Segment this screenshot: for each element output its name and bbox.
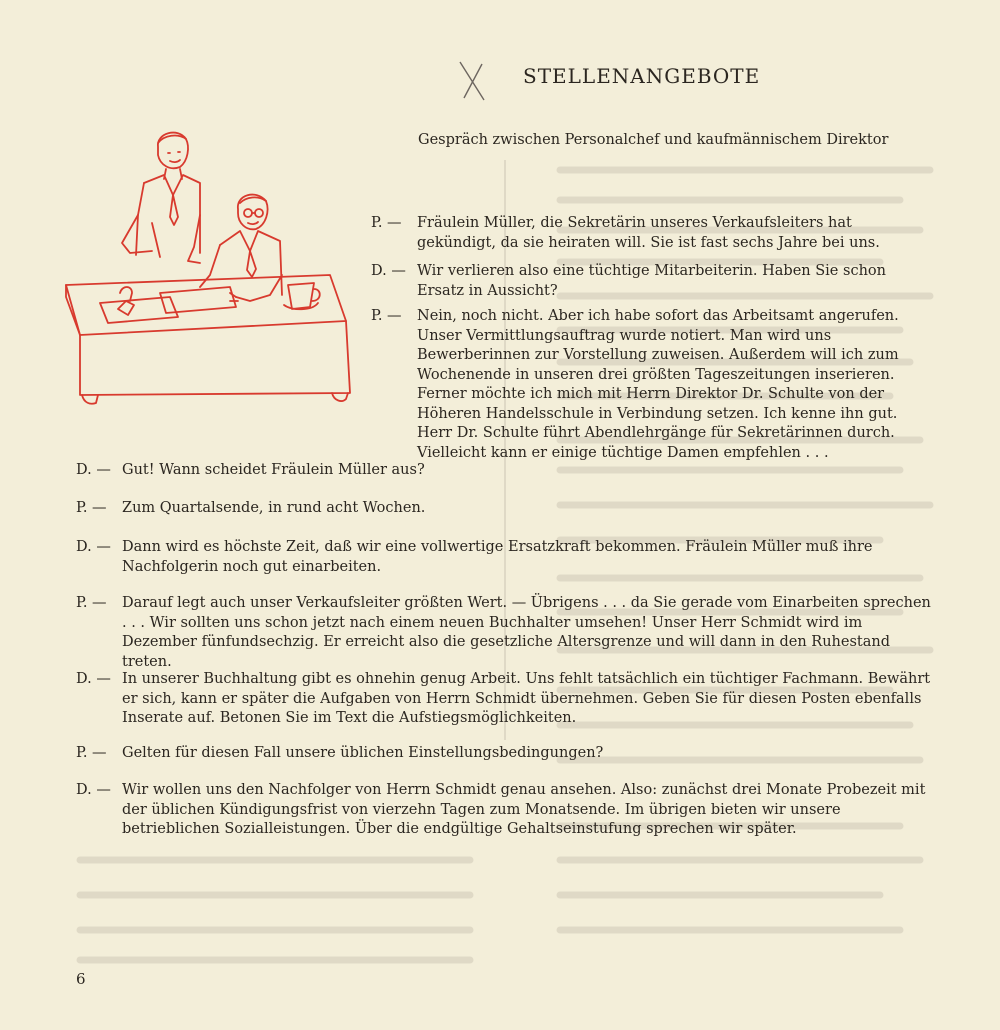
subtitle: Gespräch zwischen Personalchef und kaufmännischem Direktor bbox=[418, 132, 889, 148]
speaker-label: D. — bbox=[76, 462, 111, 478]
dialogue-line bbox=[76, 499, 936, 519]
dialogue-text: Fräulein Müller, die Sekretärin unseres Verkaufsleiters hat gekündigt, da sie heiraten will. Sie ist fast sechs Jahre bei uns. bbox=[417, 215, 880, 251]
speaker-label: P. — bbox=[371, 308, 402, 324]
dialogue-text: Gut! Wann scheidet Fräulein Müller aus? bbox=[122, 462, 425, 478]
dialogue-line bbox=[371, 262, 934, 301]
speaker-label: P. — bbox=[76, 500, 107, 516]
dialogue-line bbox=[76, 594, 936, 672]
page-title: STELLENANGEBOTE bbox=[523, 64, 761, 88]
dialogue-text: Wir wollen uns den Nachfolger von Herrn Schmidt genau ansehen. Also: zunächst drei Monate Probezeit mit der üblichen Kündigungsfrist von vierzehn Tagen zum Monatsende. Im übrigen bieten wir unsere betrieblichen Sozialleistungen. Über die endgültige Gehaltseinstufung sprechen wir später. bbox=[122, 782, 926, 837]
dialogue-text: In unserer Buchhaltung gibt es ohnehin genug Arbeit. Uns fehlt tatsächlich ein tüchtiger Fachmann. Bewährt er sich, kann er später die Aufgaben von Herrn Schmidt übernehmen. Geben Sie für diesen Posten ebenfalls Inserate auf. Betonen Sie im Text die Aufstiegsmöglichkeiten. bbox=[122, 671, 931, 726]
dialogue-line bbox=[76, 781, 936, 840]
speaker-label: P. — bbox=[371, 215, 402, 231]
dialogue-text: Darauf legt auch unser Verkaufsleiter größten Wert. — Übrigens . . . da Sie gerade vom Einarbeiten sprechen . . . Wir sollten uns schon jetzt nach einem neuen Buchhalter umsehen! Unser Herr Schmidt wird im Dezember fünfundsechzig. Er erreicht also die gesetzliche Altersgrenze und will dann in den Ruhestand treten. bbox=[122, 595, 931, 670]
dialogue-text: Wir verlieren also eine tüchtige Mitarbeiterin. Haben Sie schon Ersatz in Aussicht? bbox=[417, 263, 886, 299]
pencil-mark-icon bbox=[456, 58, 488, 104]
dialogue-line bbox=[76, 670, 936, 729]
speaker-label: D. — bbox=[371, 263, 406, 279]
dialogue-text: Dann wird es höchste Zeit, daß wir eine vollwertige Ersatzkraft bekommen. Fräulein Müller muß ihre Nachfolgerin noch gut einarbeiten. bbox=[122, 539, 873, 575]
dialogue-text: Nein, noch nicht. Aber ich habe sofort das Arbeitsamt angerufen. Unser Vermittlungsauftrag wurde notiert. Man wird uns Bewerberinnen zur Vorstellung zuweisen. Außerdem will ich zum Wochenende in unseren drei größten Tageszeitungen inserieren. Ferner möchte ich mich mit Herrn Direktor Dr. Schulte von der Höheren Handelsschule in Verbindung setzen. Ich kenne ihn gut. Herr Dr. Schulte führt Abendlehrgänge für Sekretärinnen durch. Vielleicht kann er einige tüchtige Damen empfehlen . . . bbox=[417, 308, 899, 461]
dialogue-line bbox=[76, 461, 936, 481]
speaker-label: P. — bbox=[76, 595, 107, 611]
dialogue-text: Zum Quartalsende, in rund acht Wochen. bbox=[122, 500, 426, 516]
dialogue-line bbox=[76, 744, 936, 764]
dialogue-line bbox=[76, 538, 936, 577]
dialogue-line bbox=[371, 307, 934, 463]
speaker-label: D. — bbox=[76, 782, 111, 798]
speaker-label: D. — bbox=[76, 671, 111, 687]
dialogue-text: Gelten für diesen Fall unsere üblichen Einstellungsbedingungen? bbox=[122, 745, 604, 761]
speaker-label: P. — bbox=[76, 745, 107, 761]
dialogue-line bbox=[371, 214, 934, 253]
speaker-label: D. — bbox=[76, 539, 111, 555]
page-number: 6 bbox=[76, 970, 86, 988]
office-illustration bbox=[60, 125, 370, 415]
